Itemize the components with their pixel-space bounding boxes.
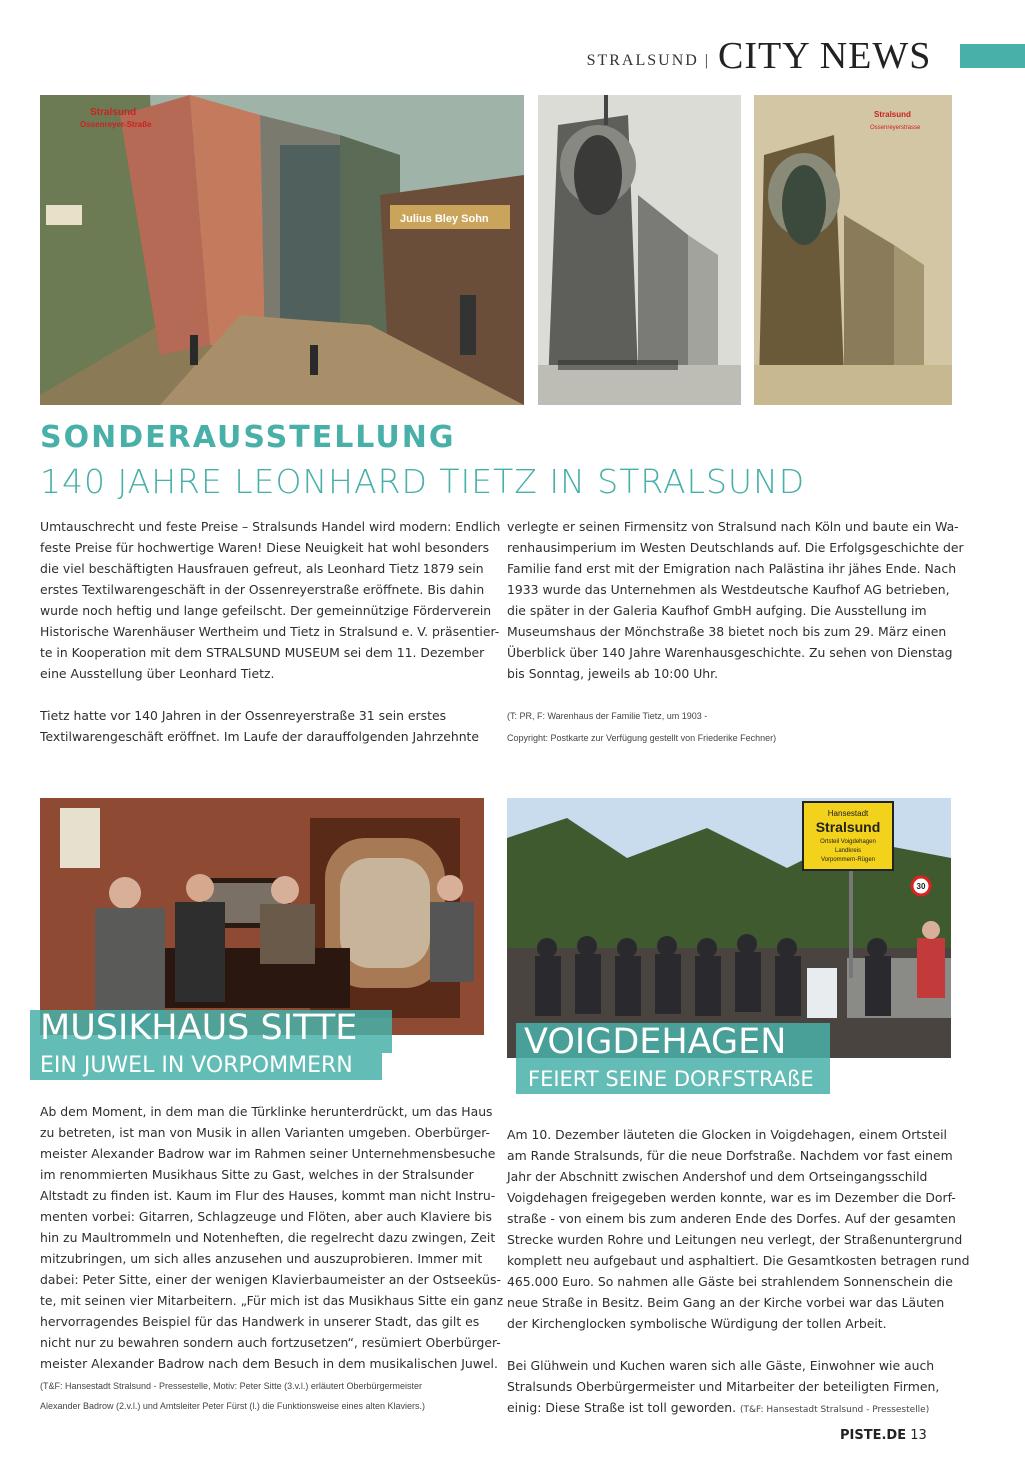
- text-line: Bei Glühwein und Kuchen waren sich alle Gäste, Einwohner wie auch: [507, 1358, 935, 1373]
- postcard-city-text: Stralsund: [90, 107, 137, 118]
- page-number: 13: [910, 1428, 927, 1443]
- text-line: te in Kooperation mit dem STRALSUND MUSEUM sei dem 11. Dezember: [40, 645, 485, 660]
- text-line: verlegte er seinen Firmensitz von Stralsund nach Köln und baute ein Wa-: [507, 519, 959, 534]
- article2-subtitle: EIN JUWEL IN VORPOMMERN: [40, 1053, 353, 1078]
- text-line: te, mit seinen vier Mitarbeitern. „Für mich ist das Musikhaus Sitte ein ganz: [40, 1293, 504, 1308]
- article1-column-right: [507, 516, 964, 684]
- text-line: die später in der Galeria Kaufhof GmbH aufging. Die Ausstellung im: [507, 603, 927, 618]
- text-line: komplett neu aufgebaut und asphaltiert. Die Gesamtkosten betragen rund: [507, 1253, 970, 1268]
- sign-line2: Stralsund: [815, 819, 881, 835]
- photo-street-postcard: [40, 95, 524, 405]
- last-line: einig: Diese Straße ist toll geworden.: [507, 1400, 737, 1415]
- article1-title: SONDERAUSSTELLUNG: [40, 420, 456, 455]
- text-line: neue Straße in Besitz. Beim Gang an der Kirche vorbei war das Läuten: [507, 1295, 945, 1310]
- text-line: erstes Textilwarengeschäft in der Ossenreyerstraße eröffnete. Bis dahin: [40, 582, 485, 597]
- photo-bw-building: [538, 95, 741, 405]
- text-line: [40, 684, 490, 705]
- text-line: Stralsunds Oberbürgermeister und Mitarbeiter der beteiligten Firmen,: [507, 1379, 940, 1394]
- sign-line3: Ortsteil Voigdehagen: [820, 839, 876, 845]
- text-line: eine Ausstellung über Leonhard Tietz.: [40, 666, 275, 681]
- text-line: [507, 1334, 957, 1355]
- photo-music-store: [40, 798, 484, 1035]
- article1-caption-line2: Copyright: Postkarte zur Verfügung gestellt von Friederike Fechner): [507, 733, 777, 743]
- text-line: zu betreten, ist man von Musik in allen Varianten umgeben. Oberbürger-: [40, 1125, 491, 1140]
- page-footer: [840, 1428, 927, 1443]
- text-line: Strecke wurden Rohre und Leitungen neu verlegt, der Straßenuntergrund: [507, 1232, 963, 1247]
- text-line: mitzubringen, um sich alles anzusehen und auszuprobieren. Immer mit: [40, 1251, 483, 1266]
- page-title: CITY NEWS: [718, 35, 932, 77]
- text-line: am Rande Stralsunds, für die neue Dorfstraße. Nachdem vor fast einem: [507, 1148, 953, 1163]
- article3-title: VOIGDEHAGEN: [524, 1022, 787, 1062]
- article2-caption-line2: Alexander Badrow (2.v.l.) und Amtsleiter Peter Fürst (l.) die Funktionsweise eines alten Klaviers.): [40, 1401, 425, 1411]
- text-line: 1933 wurde das Unternehmen als Westdeutsche Kaufhof AG betrieben,: [507, 582, 950, 597]
- article2-body: [40, 1101, 504, 1374]
- text-line: meister Alexander Badrow nach dem Besuch in dem musikalischen Juwel.: [40, 1356, 498, 1371]
- article3-subtitle: FEIERT SEINE DORFSTRAßE: [528, 1067, 814, 1091]
- footer-brand: PISTE.DE: [840, 1428, 907, 1443]
- text-line: im renommierten Musikhaus Sitte zu Gast, welches in der Stralsunder: [40, 1167, 474, 1182]
- postcard-street-text: Ossenreyer-Straße: [80, 120, 152, 129]
- text-line: Tietz hatte vor 140 Jahren in der Ossenreyerstraße 31 sein erstes: [40, 708, 447, 723]
- text-line: hervorragendes Beispiel für das Handwerk in unserer Stadt, das gilt es: [40, 1314, 480, 1329]
- shop-sign-text: Julius Bley Sohn: [400, 213, 489, 225]
- text-line: Umtauschrecht und feste Preise – Stralsunds Handel wird modern: Endlich: [40, 519, 501, 534]
- text-line: straße - von einem bis zum anderen Ende des Dorfes. Auf der gesamten: [507, 1211, 956, 1226]
- text-line: hin zu Maultrommeln und Notenheften, die regelrecht dazu zwingen, Zeit: [40, 1230, 496, 1245]
- text-line: Voigdehagen freigegeben werden konnte, war es im Dezember die Dorf-: [507, 1190, 956, 1205]
- text-line-with-caption: [507, 1397, 957, 1422]
- text-line: 465.000 Euro. So nahmen alle Gäste bei strahlendem Sonnenschein die: [507, 1274, 953, 1289]
- text-line: feste Preise für hochwertige Waren! Diese Neuigkeit hat wohl besonders: [40, 540, 490, 555]
- text-line: Jahr der Abschnitt zwischen Andershof und dem Ortseingangsschild: [507, 1169, 928, 1184]
- text-line: dabei: Peter Sitte, einer der wenigen Klavierbaumeister an der Ostseeküs-: [40, 1272, 501, 1287]
- text-line: bis Sonntag, jeweils ab 10:00 Uhr.: [507, 666, 719, 681]
- article1-subtitle: 140 JAHRE LEONHARD TIETZ IN STRALSUND: [40, 462, 806, 501]
- text-line: Museumshaus der Mönchstraße 38 bietet noch bis zum 29. März einen: [507, 624, 947, 639]
- text-line: Familie fand erst mit der Emigration nach Palästina ihr jähes Ende. Nach: [507, 561, 957, 576]
- text-line: Textilwarengeschäft eröffnet. Im Laufe der darauffolgenden Jahrzehnte: [40, 729, 480, 744]
- text-line: wurde noch heftig und lange gefeilscht. Der gemeinnützige Förderverein: [40, 603, 492, 618]
- sign-line5: Vorpommern-Rügen: [820, 857, 876, 863]
- speed-sign-text: 30: [916, 882, 926, 891]
- text-line: meister Alexander Badrow war im Rahmen seiner Unternehmensbesuche: [40, 1146, 496, 1161]
- article3-caption: (T&F: Hansestadt Stralsund - Pressestelle): [740, 1405, 930, 1415]
- article1-column-left: [40, 516, 501, 747]
- card-city-text: Stralsund: [874, 110, 911, 119]
- header-accent-bar: [960, 44, 1025, 68]
- text-line: renhausimperium im Westen Deutschlands auf. Die Erfolgsgeschichte der: [507, 540, 964, 555]
- text-line: Ab dem Moment, in dem man die Türklinke herunterdrückt, um das Haus: [40, 1104, 493, 1119]
- photo-village-gathering: [507, 798, 951, 1058]
- text-line: Altstadt zu finden ist. Kaum im Flur des Hauses, kommt man nicht Instru-: [40, 1188, 496, 1203]
- text-line: Am 10. Dezember läuteten die Glocken in Voigdehagen, einem Ortsteil: [507, 1127, 947, 1142]
- text-line: die viel beschäftigten Hausfrauen gefreut, als Leonhard Tietz 1879 sein: [40, 561, 484, 576]
- text-line: nicht nur zu bewahren sondern auch fortzusetzen“, resümiert Oberbürger-: [40, 1335, 501, 1350]
- article2-title: MUSIKHAUS SITTE: [40, 1008, 358, 1048]
- article1-caption-line1: (T: PR, F: Warenhaus der Familie Tietz, um 1903 -: [507, 711, 708, 721]
- section-label: STRALSUND |: [586, 52, 710, 69]
- card-street-text: Ossenreyerstrasse: [870, 125, 921, 131]
- text-line: menten vorbei: Gitarren, Schlagzeuge und Flöten, aber auch Klaviere bis: [40, 1209, 492, 1224]
- photo-color-postcard: [754, 95, 952, 405]
- article3-body: [507, 1124, 970, 1422]
- text-line: Überblick über 140 Jahre Warenhausgeschichte. Zu sehen von Dienstag: [507, 645, 953, 660]
- text-line: Historische Warenhäuser Wertheim und Tietz in Stralsund e. V. präsentier-: [40, 624, 500, 639]
- sign-line4: Landkreis: [834, 848, 862, 854]
- text-line: der Kirchenglocken symbolische Würdigung der tollen Arbeit.: [507, 1316, 887, 1331]
- article2-caption-line1: (T&F: Hansestadt Stralsund - Pressestelle, Motiv: Peter Sitte (3.v.l.) erläutert Oberbürgermeister: [40, 1381, 422, 1391]
- sign-line1: Hansestadt: [827, 809, 869, 818]
